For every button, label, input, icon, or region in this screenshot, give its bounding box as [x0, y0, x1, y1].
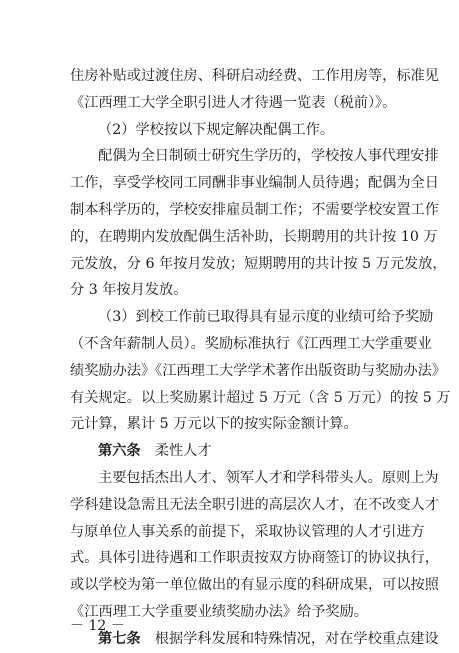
article-six-label: 第六条	[98, 443, 141, 460]
article-seven-label: 第七条	[98, 630, 141, 647]
text-line: 有关规定。以上奖励累计超过 5 万元（含 5 万元）的按 5 万	[70, 389, 451, 406]
text-line: （2）学校按以下规定解决配偶工作。	[98, 121, 335, 138]
text-line: 工作，享受学校同工同酬非事业编制人员待遇；配偶为全日	[70, 175, 439, 192]
text-line: 与原单位人事关系的前提下，采取协议管理的人才引进方	[70, 523, 425, 540]
text-line: 学科建设急需且无法全职引进的高层次人才，在不改变人才	[70, 496, 439, 513]
text-line: 配偶为全日制硕士研究生学历的，学校按人事代理安排	[98, 148, 439, 165]
text-line: 《江西理工大学全职引进人才待遇一览表（税前）》。	[70, 94, 397, 111]
article-six-heading	[70, 438, 392, 465]
text-line: 式。具体引进待遇和工作职责按双方协商签订的协议执行，	[70, 550, 439, 567]
text-line: 《江西理工大学重要业绩奖励办法》给予奖励。	[70, 603, 368, 620]
text-line: （3）到校工作前已取得具有显示度的业绩可给予奖励	[98, 309, 434, 326]
text-line: （不含年薪制人员）。奖励标准执行《江西理工大学重要业	[70, 335, 432, 352]
article-seven-text: 根据学科发展和特殊情况，对在学校重点建设	[154, 630, 439, 647]
text-line: 的，在聘期内发放配偶生活补助，长期聘用的共计按 10 万	[70, 228, 438, 245]
document-body	[70, 63, 451, 653]
page-number: － 12 －	[70, 618, 125, 634]
text-line: 元计算，累计 5 万元以下的按实际金额计算。	[70, 416, 358, 433]
text-line: 或以学校为第一单位做出的有显示度的科研成果，可以按照	[70, 577, 439, 594]
text-line: 主要包括杰出人才、领军人才和学科带头人。原则上为	[98, 469, 439, 486]
text-line: 制本科学历的，学校安排雇员制工作；不需要学校安置工作	[70, 201, 439, 218]
article-six-title: 柔性人才	[154, 443, 212, 460]
text-line: 元发放，分 6 年按月发放；短期聘用的共计按 5 万元发放，	[70, 255, 447, 272]
text-line: 分 3 年按月发放。	[70, 282, 188, 299]
text-line: 住房补贴或过渡住房、科研启动经费、工作用房等，标准见	[70, 68, 439, 84]
text-line: 绩奖励办法》《江西理工大学学术著作出版资助与奖励办法》	[70, 362, 446, 379]
